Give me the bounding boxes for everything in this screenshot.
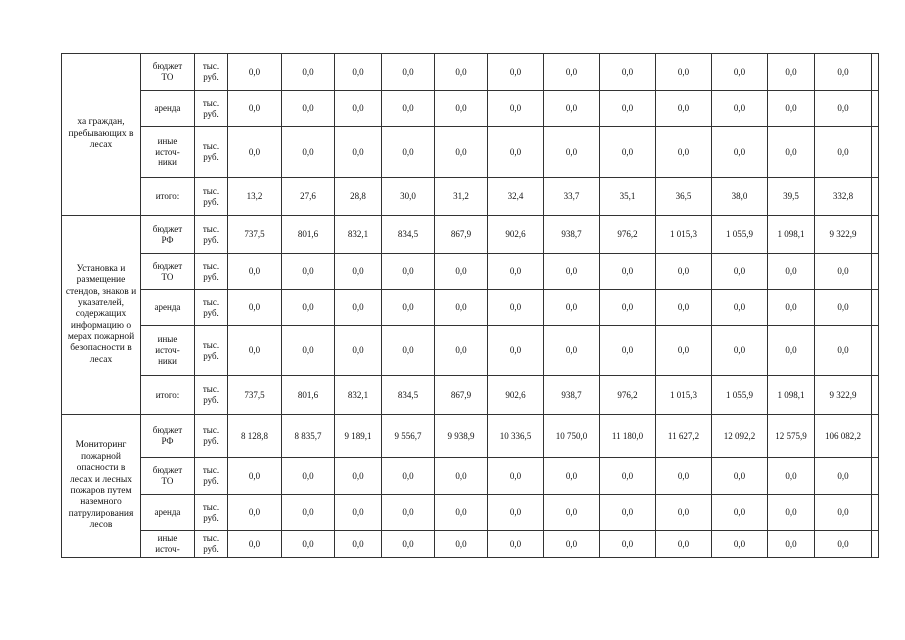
funding-source: бюджет РФ (141, 216, 195, 254)
value-cell: 0,0 (600, 458, 656, 495)
value-cell: 0,0 (768, 326, 815, 376)
value-cell: 0,0 (544, 91, 600, 127)
table-edge (872, 415, 879, 458)
value-cell: 1 015,3 (656, 376, 712, 415)
value-cell: 0,0 (768, 127, 815, 178)
value-cell: 0,0 (335, 531, 382, 558)
value-cell: 0,0 (815, 458, 872, 495)
value-cell: 0,0 (712, 54, 768, 91)
value-cell: 0,0 (600, 326, 656, 376)
value-cell: 834,5 (382, 216, 435, 254)
value-cell: 0,0 (656, 254, 712, 290)
unit-label: тыс. руб. (195, 54, 228, 91)
unit-label: тыс. руб. (195, 91, 228, 127)
table-edge (872, 376, 879, 415)
value-cell: 0,0 (228, 326, 282, 376)
table-edge (872, 326, 879, 376)
value-cell: 0,0 (382, 326, 435, 376)
budget-table (61, 53, 879, 558)
value-cell: 0,0 (544, 254, 600, 290)
value-cell: 976,2 (600, 216, 656, 254)
value-cell: 0,0 (712, 91, 768, 127)
value-cell: 0,0 (768, 290, 815, 326)
value-cell: 1 098,1 (768, 216, 815, 254)
table-row (62, 326, 879, 376)
value-cell: 0,0 (815, 127, 872, 178)
value-cell: 0,0 (282, 54, 335, 91)
value-cell: 0,0 (488, 290, 544, 326)
value-cell: 0,0 (488, 495, 544, 531)
value-cell: 0,0 (435, 54, 488, 91)
value-cell: 0,0 (282, 290, 335, 326)
value-cell: 0,0 (815, 254, 872, 290)
activity-name: ха граждан, пребывающих в лесах (62, 54, 141, 216)
value-cell: 1 055,9 (712, 216, 768, 254)
value-cell: 0,0 (544, 127, 600, 178)
unit-label: тыс. руб. (195, 531, 228, 558)
funding-source: итого: (141, 178, 195, 216)
funding-source: бюджет ТО (141, 458, 195, 495)
value-cell: 0,0 (228, 290, 282, 326)
table-edge (872, 54, 879, 91)
value-cell: 0,0 (282, 495, 335, 531)
value-cell: 9 322,9 (815, 376, 872, 415)
unit-label: тыс. руб. (195, 178, 228, 216)
table-edge (872, 91, 879, 127)
value-cell: 0,0 (815, 91, 872, 127)
table-row (62, 376, 879, 415)
value-cell: 0,0 (435, 254, 488, 290)
value-cell: 0,0 (382, 495, 435, 531)
funding-source: иные источ- ники (141, 326, 195, 376)
funding-source: иные источ- ники (141, 127, 195, 178)
unit-label: тыс. руб. (195, 216, 228, 254)
unit-label: тыс. руб. (195, 127, 228, 178)
unit-label: тыс. руб. (195, 415, 228, 458)
value-cell: 0,0 (435, 531, 488, 558)
table-edge (872, 127, 879, 178)
table-edge (872, 178, 879, 216)
table-row (62, 91, 879, 127)
value-cell: 0,0 (228, 495, 282, 531)
table-row (62, 254, 879, 290)
value-cell: 737,5 (228, 216, 282, 254)
table-row (62, 216, 879, 254)
unit-label: тыс. руб. (195, 290, 228, 326)
value-cell: 11 180,0 (600, 415, 656, 458)
value-cell: 0,0 (815, 290, 872, 326)
value-cell: 0,0 (435, 127, 488, 178)
value-cell: 0,0 (712, 290, 768, 326)
value-cell: 0,0 (712, 326, 768, 376)
value-cell: 0,0 (382, 290, 435, 326)
value-cell: 8 128,8 (228, 415, 282, 458)
value-cell: 832,1 (335, 216, 382, 254)
value-cell: 11 627,2 (656, 415, 712, 458)
funding-source: бюджет ТО (141, 54, 195, 91)
value-cell: 867,9 (435, 216, 488, 254)
value-cell: 832,1 (335, 376, 382, 415)
value-cell: 0,0 (768, 495, 815, 531)
value-cell: 976,2 (600, 376, 656, 415)
value-cell: 0,0 (815, 54, 872, 91)
value-cell: 0,0 (544, 290, 600, 326)
value-cell: 902,6 (488, 216, 544, 254)
value-cell: 332,8 (815, 178, 872, 216)
funding-source: аренда (141, 495, 195, 531)
value-cell: 12 575,9 (768, 415, 815, 458)
table-row (62, 178, 879, 216)
value-cell: 1 098,1 (768, 376, 815, 415)
value-cell: 938,7 (544, 376, 600, 415)
value-cell: 31,2 (435, 178, 488, 216)
value-cell: 0,0 (228, 254, 282, 290)
table-row (62, 458, 879, 495)
value-cell: 0,0 (712, 458, 768, 495)
value-cell: 834,5 (382, 376, 435, 415)
value-cell: 0,0 (228, 531, 282, 558)
value-cell: 0,0 (335, 254, 382, 290)
value-cell: 9 938,9 (435, 415, 488, 458)
value-cell: 0,0 (488, 458, 544, 495)
funding-source: бюджет РФ (141, 415, 195, 458)
value-cell: 0,0 (768, 254, 815, 290)
value-cell: 9 556,7 (382, 415, 435, 458)
value-cell: 27,6 (282, 178, 335, 216)
value-cell: 0,0 (768, 531, 815, 558)
value-cell: 938,7 (544, 216, 600, 254)
table-edge (872, 254, 879, 290)
value-cell: 10 336,5 (488, 415, 544, 458)
table-edge (872, 531, 879, 558)
value-cell: 0,0 (768, 458, 815, 495)
value-cell: 0,0 (712, 495, 768, 531)
value-cell: 0,0 (335, 458, 382, 495)
unit-label: тыс. руб. (195, 254, 228, 290)
table-row (62, 54, 879, 91)
value-cell: 0,0 (656, 531, 712, 558)
value-cell: 106 082,2 (815, 415, 872, 458)
activity-name: Установка и размещение стендов, знаков и указателей, содержащих информацию о мерах пожарной безопасности в лесах (62, 216, 141, 415)
funding-source: аренда (141, 91, 195, 127)
table-body (62, 54, 879, 558)
value-cell: 0,0 (600, 54, 656, 91)
value-cell: 0,0 (600, 254, 656, 290)
value-cell: 0,0 (600, 495, 656, 531)
value-cell: 0,0 (335, 127, 382, 178)
value-cell: 12 092,2 (712, 415, 768, 458)
value-cell: 0,0 (228, 54, 282, 91)
value-cell: 0,0 (382, 54, 435, 91)
value-cell: 0,0 (282, 254, 335, 290)
table-edge (872, 458, 879, 495)
value-cell: 30,0 (382, 178, 435, 216)
table-row (62, 290, 879, 326)
value-cell: 0,0 (435, 91, 488, 127)
value-cell: 0,0 (335, 326, 382, 376)
value-cell: 0,0 (544, 54, 600, 91)
value-cell: 737,5 (228, 376, 282, 415)
value-cell: 0,0 (282, 458, 335, 495)
value-cell: 0,0 (600, 531, 656, 558)
value-cell: 0,0 (382, 531, 435, 558)
value-cell: 28,8 (335, 178, 382, 216)
value-cell: 0,0 (656, 127, 712, 178)
value-cell: 8 835,7 (282, 415, 335, 458)
value-cell: 0,0 (488, 326, 544, 376)
value-cell: 32,4 (488, 178, 544, 216)
value-cell: 0,0 (435, 290, 488, 326)
value-cell: 0,0 (228, 127, 282, 178)
value-cell: 33,7 (544, 178, 600, 216)
value-cell: 0,0 (335, 91, 382, 127)
value-cell: 0,0 (768, 91, 815, 127)
value-cell: 0,0 (228, 458, 282, 495)
value-cell: 0,0 (544, 495, 600, 531)
table-edge (872, 495, 879, 531)
value-cell: 0,0 (382, 458, 435, 495)
value-cell: 0,0 (335, 290, 382, 326)
unit-label: тыс. руб. (195, 458, 228, 495)
funding-source: бюджет ТО (141, 254, 195, 290)
value-cell: 0,0 (656, 54, 712, 91)
value-cell: 0,0 (815, 326, 872, 376)
value-cell: 0,0 (435, 458, 488, 495)
value-cell: 0,0 (544, 458, 600, 495)
value-cell: 0,0 (335, 495, 382, 531)
funding-source: аренда (141, 290, 195, 326)
unit-label: тыс. руб. (195, 495, 228, 531)
value-cell: 0,0 (488, 91, 544, 127)
table-row (62, 415, 879, 458)
value-cell: 36,5 (656, 178, 712, 216)
activity-name: Мониторинг пожарной опасности в лесах и лесных пожаров путем наземного патрулирования лесов (62, 415, 141, 558)
value-cell: 10 750,0 (544, 415, 600, 458)
value-cell: 902,6 (488, 376, 544, 415)
value-cell: 0,0 (656, 326, 712, 376)
value-cell: 9 189,1 (335, 415, 382, 458)
table-row (62, 495, 879, 531)
unit-label: тыс. руб. (195, 376, 228, 415)
value-cell: 13,2 (228, 178, 282, 216)
value-cell: 0,0 (282, 531, 335, 558)
value-cell: 0,0 (600, 290, 656, 326)
value-cell: 0,0 (435, 326, 488, 376)
value-cell: 801,6 (282, 376, 335, 415)
value-cell: 0,0 (656, 495, 712, 531)
value-cell: 0,0 (228, 91, 282, 127)
value-cell: 0,0 (435, 495, 488, 531)
table-row (62, 531, 879, 558)
value-cell: 0,0 (488, 127, 544, 178)
value-cell: 0,0 (815, 495, 872, 531)
value-cell: 38,0 (712, 178, 768, 216)
value-cell: 0,0 (712, 531, 768, 558)
value-cell: 0,0 (382, 254, 435, 290)
value-cell: 0,0 (656, 458, 712, 495)
value-cell: 0,0 (544, 531, 600, 558)
value-cell: 9 322,9 (815, 216, 872, 254)
value-cell: 0,0 (488, 531, 544, 558)
value-cell: 0,0 (282, 326, 335, 376)
value-cell: 0,0 (488, 54, 544, 91)
value-cell: 0,0 (282, 127, 335, 178)
value-cell: 0,0 (544, 326, 600, 376)
value-cell: 0,0 (335, 54, 382, 91)
value-cell: 0,0 (600, 91, 656, 127)
value-cell: 1 055,9 (712, 376, 768, 415)
value-cell: 0,0 (382, 127, 435, 178)
table-edge (872, 290, 879, 326)
table-edge (872, 216, 879, 254)
table-row (62, 127, 879, 178)
funding-source: итого: (141, 376, 195, 415)
unit-label: тыс. руб. (195, 326, 228, 376)
value-cell: 0,0 (282, 91, 335, 127)
value-cell: 39,5 (768, 178, 815, 216)
value-cell: 0,0 (600, 127, 656, 178)
funding-source: иные источ- (141, 531, 195, 558)
value-cell: 0,0 (488, 254, 544, 290)
value-cell: 867,9 (435, 376, 488, 415)
value-cell: 0,0 (815, 531, 872, 558)
value-cell: 0,0 (656, 290, 712, 326)
value-cell: 35,1 (600, 178, 656, 216)
value-cell: 1 015,3 (656, 216, 712, 254)
value-cell: 0,0 (768, 54, 815, 91)
value-cell: 0,0 (656, 91, 712, 127)
value-cell: 0,0 (712, 127, 768, 178)
value-cell: 0,0 (712, 254, 768, 290)
value-cell: 801,6 (282, 216, 335, 254)
value-cell: 0,0 (382, 91, 435, 127)
